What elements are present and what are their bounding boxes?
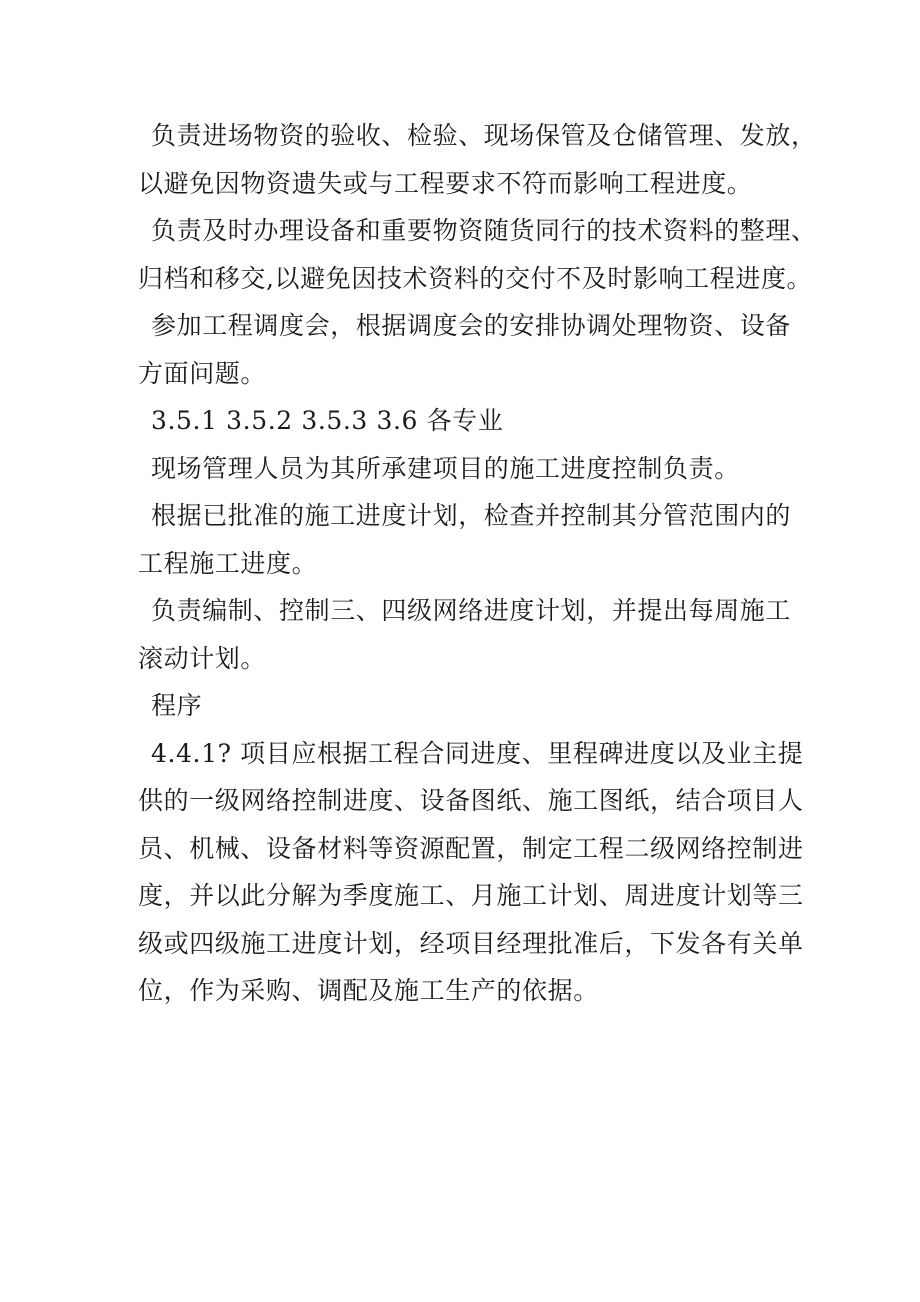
section-number-line: 3.5.1 3.5.2 3.5.3 3.6 各专业 — [151, 406, 504, 435]
section-heading: 程序 — [151, 691, 203, 720]
text-line: 参加工程调度会，根据调度会的安排协调处理物资、设备 — [151, 311, 792, 340]
text-line: 负责编制、控制三、四级网络进度计划，并提出每周施工 — [151, 596, 792, 625]
text-line: 员、机械、设备材料等资源配置，制定工程二级网络控制进 — [138, 833, 804, 863]
text-line: 归档和移交,以避免因技术资料的交付不及时影响工程进度。 — [138, 263, 813, 293]
text-line: 供的一级网络控制进度、设备图纸、施工图纸，结合项目人 — [138, 786, 804, 815]
text-line: 负责及时办理设备和重要物资随货同行的技术资料的整理、 — [151, 216, 817, 245]
text-line: 滚动计划。 — [138, 643, 267, 673]
text-line: 4.4.1? 项目应根据工程合同进度、里程碑进度以及业主提 — [151, 738, 804, 768]
document-body — [138, 112, 817, 1015]
text-line: 根据已批准的施工进度计划，检查并控制其分管范围内的 — [151, 501, 792, 530]
text-line: 负责进场物资的验收、检验、现场保管及仓储管理、发放， — [151, 121, 817, 150]
text-line: 工程施工进度。 — [138, 548, 318, 578]
text-line: 方面问题。 — [138, 358, 267, 388]
text-line: 级或四级施工进度计划，经项目经理批准后，下发各有关单 — [138, 928, 804, 958]
text-line: 现场管理人员为其所承建项目的施工进度控制负责。 — [151, 453, 740, 483]
text-line: 度，并以此分解为季度施工、月施工计划、周进度计划等三 — [138, 881, 804, 910]
text-line: 以避免因物资遗失或与工程要求不符而影响工程进度。 — [138, 168, 753, 198]
text-line: 位，作为采购、调配及施工生产的依据。 — [138, 976, 599, 1005]
